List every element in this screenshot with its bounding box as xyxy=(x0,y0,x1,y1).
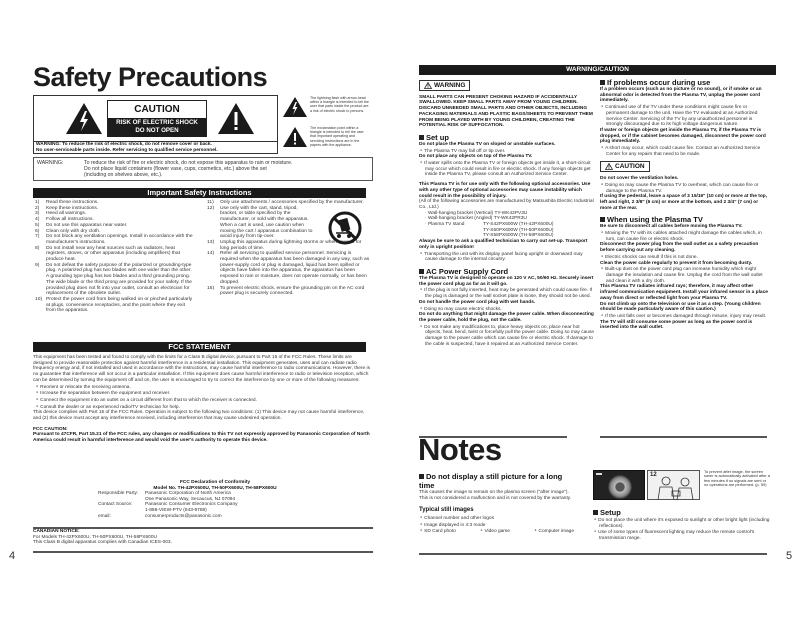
safety-item: 6) Clean only with dry cloth. xyxy=(35,228,101,234)
caution-heading: CAUTION xyxy=(134,104,180,115)
typical-image-item: ● Channel number and other logos xyxy=(419,515,574,522)
people-illustration-icon xyxy=(648,471,701,501)
setup-heading: Set up xyxy=(419,133,595,142)
typical-image-item: ● Video game xyxy=(479,528,510,535)
important-safety-heading: Important Safety Instructions xyxy=(33,188,366,198)
screensaver-note: To prevent after image, the screen saver is automatically activated after a few minutes if no signals are sent or no operations are performed. (p. 59) xyxy=(704,469,770,488)
page-number: 5 xyxy=(786,550,793,562)
page-title: Safety Precautions xyxy=(33,62,268,92)
still-picture-heading: Do not display a still picture for a long time xyxy=(419,472,563,490)
fcc-body xyxy=(33,355,371,444)
typical-image-item: ● Image displayed in 4:3 mode xyxy=(419,522,574,529)
divider xyxy=(600,436,767,438)
fcc-measure: ● Connect the equipment into an outlet on a circuit different from that to which the receiver is connected. xyxy=(33,397,371,404)
caution-label-block xyxy=(107,100,207,137)
declaration-row: email: consumerproducts@panasonic.com xyxy=(98,513,222,519)
sunflower-screen-thumbnail xyxy=(593,470,645,500)
canadian-heading: CANADIAN NOTICE: xyxy=(33,529,80,534)
divider xyxy=(33,551,373,553)
cart-tipover-icon xyxy=(328,211,362,245)
safety-item: 13) Unplug this apparatus during lightning storms or when unused for long periods of time. xyxy=(207,239,362,251)
bullet-note: ● If the plug is not fully inserted, heat may be generated which could cause fire. If the plug is damaged or the wall socket plate is loose, they should not be used. xyxy=(419,287,595,299)
fcc-caution-text: Pursuant to 47CFR, Part 15.21 of the FCC rules, any changes or modifications to this TV not expressly approved by Panasonic Corporation of North America could result in harmful interference and would void the user's authority to operate this device. xyxy=(33,432,370,444)
warning-line-2: Do not place liquid containers (flower vase, cups, cosmetics, etc.) above the set xyxy=(84,166,267,173)
using-heading: When using the Plasma TV xyxy=(600,215,770,224)
typical-image-item: ● SD Card photo xyxy=(419,528,456,535)
caution-warning-text xyxy=(36,142,218,154)
safety-item: 1) Read these instructions. xyxy=(35,200,99,205)
notes-title: Notes xyxy=(418,432,502,467)
safety-item: 4) Follow all instructions. xyxy=(35,217,94,223)
safety-item: 12) Use only with the cart, stand, tripod, bracket, or table specified by the manufacturer, or sold with the apparatus. When a cart is used, use caution when moving the cart / apparatus combination to avoid injury from tip-over. xyxy=(207,205,313,240)
fcc-measure: ● Consult the dealer or an experienced radio/TV technician for help. xyxy=(33,404,371,411)
warning-tag: WARNING xyxy=(419,80,470,91)
warning-text xyxy=(84,160,369,179)
safety-item: 8) Do not install near any heat sources such as radiators, heat registers, stoves, or other apparatus (including amplifiers) that produce heat. xyxy=(35,245,181,263)
bullet-note: ● Doing so may cause electric shocks. xyxy=(419,306,595,313)
risk-of-shock-banner xyxy=(108,118,206,137)
declaration-title: FCC Declaration of Conformity xyxy=(179,480,251,485)
fcc-declaration xyxy=(100,480,330,519)
warning-line-3: (including on shelves above, etc.). xyxy=(84,172,163,179)
warning-line-1: To reduce the risk of fire or electric shock, do not expose this apparatus to rain or moisture. xyxy=(84,160,293,166)
accessory-list: · Wall-hanging bracket (Vertical) TY-WK42PV3U · Wall-hanging bracket (Angled) TY-WK42PR3U · Plasma TV stand TY-S42PX600W (TH-42PX600U) TY-S50PX600W (TH-50PX600U) TY-S58PX600W (TH-58PX600U) xyxy=(425,210,554,239)
lightning-warning-icon xyxy=(66,103,102,134)
problems-heading: If problems occur during use xyxy=(600,78,770,87)
safety-item: 5) Do not use this apparatus near water. xyxy=(35,222,128,228)
bullet-note: ● Continued use of the TV under these conditions might cause fire or permanent damage to the unit. Have the TV evaluated at an Authorized Service Center. Servicing of the TV by any unauthorized personnel is strongly discouraged due to its high voltage dangerous nature. xyxy=(600,104,770,128)
risk-line-2: DO NOT OPEN xyxy=(135,127,179,134)
safety-item: 2) Keep these instructions. xyxy=(35,205,99,211)
safety-item: 10) Protect the power cord from being walked on or pinched particularly at plugs, convenience receptacles, and the point where they exit from the apparatus. xyxy=(35,296,193,314)
right-column-2: If problems occur during use If a problem occurs (such as no picture or no sound), or if smoke or an abnormal odor is detected from the Plasma TV, unplug the power cord immediately. ● Continued use of the TV under these conditions might cause fire or permanent damage to the unit. Have the TV evaluated at an Authorized Service Center. Servicing of the TV by any unauthorized personnel is strongly discouraged due to its high voltage dangerous nature. If water or foreign objects get inside the Plasma TV, if the Plasma TV is dropped, or if the cabinet becomes damaged, disconnect the power cord plug immediately. ● A short may occur, which could cause fire. Contact an Authorized Service Center for any repairs that need to be made. CAUTION Do not cover the ventilation holes. ● Doing so may cause the Plasma TV to overheat, which can cause fire or damage to the Plasma TV. If using the pedestal, leave a space of 3 15/16" (10 cm) or more at the top, left and right, 2 3/8" (6 cm) or more at the bottom, and 2 3/4" (7 cm) or more at the rear. When using the Plasma TV Be sure to disconnect all cables before moving the Plasma TV. ● Moving the TV with its cables attached might damage the cables which, in turn, can cause fire or electric shock. Disconnect the power plug from the wall outlet as a safety precaution before carrying out any cleaning. ● Electric shocks can result if this is not done. Clean the power cable regularly to prevent it from becoming dusty. ● Built-up dust on the power cord plug can increase humidity which might damage the insulation and cause fire. Unplug the cord from the wall outlet and clean it with a dry cloth. This Plasma TV radiates infrared rays; therefore, it may affect other infrared communication equipment. Install your infrared sensor in a place away from direct or reflected light from your Plasma TV. Do not climb up onto the television or use it as a step. (Young children should be made particularly aware of this caution.) ● If the unit falls over or becomes damaged through misuse, injury may result. The TV will still consume some power as long as the power cord is inserted into the wall outlet. xyxy=(600,78,770,331)
canadian-line-1: For Models TH-42PX600U, TH-50PX600U, TH-58PX600U xyxy=(33,534,157,540)
safety-item: 11) Only use attachments / accessories specified by the manufacturer. xyxy=(207,200,364,205)
bullet-note: ● Electric shocks can result if this is not done. xyxy=(600,254,770,261)
fcc-measure: ● Increase the separation between the equipment and receiver. xyxy=(33,390,371,397)
notes-still-picture: Do not display a still picture for a long time This causes the image to remain on the plasma screen ("after image"). This is not considered a malfunction and is not covered by the warranty. Typical still images ● Channel number and other logos ● Image displayed in 4:3 mode ● SD Card photo ● Video game ● Computer image xyxy=(419,472,574,535)
declaration-email[interactable]: consumerproducts@panasonic.com xyxy=(145,513,222,519)
notes-setup-heading: Setup xyxy=(593,508,771,517)
bullet-note: ● Doing so may cause the Plasma TV to overheat, which can cause fire or damage to the Plasma TV. xyxy=(600,182,770,194)
lightning-symbol-note: The lightning flash with arrow-head within a triangle is intended to tell the user that parts inside the product are a risk of electric shock to persons. xyxy=(310,96,369,113)
bullet-note: ● If water spills onto the Plasma TV or foreign objects get inside it, a short-circuit may occur which could result in fire or electric shock. If any foreign objects get inside the Plasma TV, please consult an Authorized Service Center. xyxy=(419,160,595,178)
page-number: 4 xyxy=(9,550,16,562)
choking-hazard-text: SMALL PARTS CAN PRESENT CHOKING HAZARD IF ACCIDENTALLY SWALLOWED. KEEP SMALL PARTS AWAY FROM YOUNG CHILDREN. DISCARD UNNEEDED SMALL PARTS AND OTHER OBJECTS, INCLUDING PACKAGING MATERIALS AND PLASTIC BAGS/SHEETS TO PREVENT THEM FROM BEING PLAYED WITH BY YOUNG CHILDREN, CREATING THE POTENTIAL RISK OF SUFFOCATION. xyxy=(419,94,593,129)
channel-number: 12 xyxy=(650,472,657,478)
caution-warning-line-1: WARNING: To reduce the risk of electric shock, do not remove cover or back. xyxy=(36,142,212,147)
caution-box xyxy=(33,95,278,154)
safety-item: 9) Do not defeat the safety purpose of the polarized or grounding-type plug. A polarized plug has two blades with one wider than the other. A grounding type plug has two blades and a third grounding prong. The wide blade or the third prong are provided for your safety. If the provided plug does not fit into your outlet, consult an electrician for replacement of the obsolete outlet. xyxy=(35,262,192,297)
fcc-statement-heading: FCC STATEMENT xyxy=(33,342,366,352)
exclamation-symbol-note: The exclamation point within a triangle is intended to tell the user that important operating and servicing instructions are in the papers with the appliance. xyxy=(310,126,364,147)
ac-power-heading: AC Power Supply Cord xyxy=(419,267,595,276)
warning-label: WARNING: xyxy=(37,160,64,166)
fcc-caution-heading: FCC CAUTION: xyxy=(33,426,68,432)
fcc-measure: ● Reorient or relocate the receiving antenna. xyxy=(33,384,371,391)
declaration-models: Model No. TH-42PX600U, TH-50PX600U, TH-58PX600U xyxy=(153,485,277,491)
canadian-notice xyxy=(33,529,373,546)
warning-box xyxy=(33,157,373,181)
exclamation-symbol-icon xyxy=(283,127,307,147)
lightning-symbol-icon xyxy=(283,97,307,117)
bullet-note: ● Do not make any modifications to, place heavy objects on, place near hot objects, heat, bend, twist or forcefully pull the power cable. Doing so may cause damage to the power cable which can cause fire or electric shock. If damage to the cable is suspected, have it repaired at an Authorized Service Center. xyxy=(419,324,595,348)
safety-item: 14) Refer all servicing to qualified service personnel. Servicing is required when the apparatus has been damaged in any way, such as power-supply cord or plug is damaged, liquid has been spilled or objects have fallen into the apparatus, the apparatus has been exposed to rain or moisture, does not operate normally, or has been dropped. xyxy=(207,251,370,285)
safety-item: 7) Do not block any ventilation openings. Install in accordance with the manufacturer's instructions. xyxy=(35,234,193,245)
typical-image-item: ● Computer image xyxy=(533,528,574,535)
right-page xyxy=(400,0,800,618)
safety-item: 3) Heed all warnings. xyxy=(35,211,87,217)
safety-item: 15) To prevent electric shock, ensure the grounding pin on the AC cord power plug is securely connected. xyxy=(207,285,365,297)
caution-tag: CAUTION xyxy=(600,161,650,172)
notes-setup xyxy=(593,508,771,541)
bullet-note: ● Built-up dust on the power cord plug can increase humidity which might damage the insulation and cause fire. Unplug the cord from the wall outlet and clean it with a dry cloth. xyxy=(600,266,770,284)
video-game-thumbnail xyxy=(647,470,700,500)
risk-line-1: RISK OF ELECTRIC SHOCK xyxy=(116,119,198,126)
declaration-row: Responsible Party: Panasonic Corporation of North America One Panasonic Way, Secaucus, NJ 07094 xyxy=(98,491,236,502)
right-column-1: WARNING SMALL PARTS CAN PRESENT CHOKING HAZARD IF ACCIDENTALLY SWALLOWED. KEEP SMALL PARTS AWAY FROM YOUNG CHILDREN. DISCARD UNNEEDED SMALL PARTS AND OTHER OBJECTS, INCLUDING PACKAGING MATERIALS AND PLASTIC BAGS/SHEETS TO PREVENT THEM FROM BEING PLAYED WITH BY YOUNG CHILDREN, CREATING THE POTENTIAL RISK OF SUFFOCATION. Set up Do not place the Plasma TV on sloped or unstable surfaces. ● The Plasma TV may fall off or tip over. Do not place any objects on top of the Plasma TV. ● If water spills onto the Plasma TV or foreign objects get inside it, a short-circuit may occur which could result in fire or electric shock. If any foreign objects get inside the Plasma TV, please consult an Authorized Service Center. This Plasma TV is for use only with the following optional accessories. Use with any other type of optional accessories may cause instability which could result in the possibility of injury. (All of the following accessories are manufactured by Matsushita Electric Industrial Co., Ltd.) · Wall-hanging bracket (Vertical) TY-WK42PV3U · Wall-hanging bracket (Angled) TY-WK42PR3U · Plasma TV stand TY-S42PX600W (TH-42PX600U) TY-S50PX600W (TH-50PX600U) TY-S58PX600W (TH-58PX600U) Always be sure to ask a qualified technician to carry out set-up. Transport only in upright position! ● Transporting the unit with its display panel facing upright or downward may cause damage to the internal circuitry. AC Power Supply Cord The Plasma TV is designed to operate on 120 V AC, 50/60 Hz. Securely insert the power cord plug as far as it will go. ● If the plug is not fully inserted, heat may be generated which could cause fire. If the plug is damaged or the wall socket plate is loose, they should not be used. Do not handle the power cord plug with wet hands. ● Doing so may cause electric shocks. Do not do anything that might damage the power cable. When disconnecting the power cable, hold the plug, not the cable. ● Do not make any modifications to, place heavy objects on, place near hot objects, heat, bend, twist or forcefully pull the power cable. Doing so may cause damage to the power cable which can cause fire or electric shock. If damage to the cable is suspected, have it repaired at an Authorized Service Center. xyxy=(419,80,595,347)
fcc-paragraph-2: This device complies with Part 15 of the FCC Rules. Operation is subject to the following two conditions: (1) This device may not cause harmful interference, and (2) this device must accept any interference received, including interference that may cause undesired operation. xyxy=(33,410,365,422)
bullet-note: ● A short may occur, which could cause fire. Contact an Authorized Service Center for any repairs that need to be made. xyxy=(600,145,770,157)
typical-images-heading: Typical still images xyxy=(419,507,474,514)
warning-caution-banner: WARNING/CAUTION xyxy=(419,65,776,75)
divider xyxy=(419,553,767,555)
setup-note-item: ● Use of some types of fluorescent lighting may reduce the remote control's transmission range. xyxy=(593,529,771,541)
setup-note-item: ● Do not place the unit where it's exposed to sunlight or other bright light (including reflections). xyxy=(593,517,771,529)
warning-triangle-icon xyxy=(424,82,432,89)
bullet-note: ● If the unit falls over or becomes damaged through misuse, injury may result. xyxy=(600,313,770,320)
caution-triangle-icon xyxy=(605,163,613,170)
canadian-line-2: This Class B digital apparatus complies with Canadian ICES-003. xyxy=(33,540,172,546)
caution-warning-line-2: No user-serviceable parts inside. Refer servicing to qualified service personnel. xyxy=(36,147,218,153)
bullet-note: ● Moving the TV with its cables attached might damage the cables which, in turn, can cause fire or electric shock. xyxy=(600,230,770,242)
safety-list-left xyxy=(35,200,195,314)
fcc-paragraph-1: This equipment has been tested and found to comply with the limits for a Class B digital device, pursuant to Part 15 of the FCC Rules. These limits are designed to provide reasonable protection against harmful interference in a residential installation. This equipment generates, uses and can radiate radio frequency energy and, if not installed and used in accordance with the instructions, may cause harmful interference to radio communications. However, there is no guarantee that interference will not occur in a particular installation. If this equipment does cause harmful interference to radio or television reception, which can be determined by turning the equipment off and on, the user is encouraged to try to correct the interference by one or more of the following measures: xyxy=(33,355,371,383)
bullet-note: ● Transporting the unit with its display panel facing upright or downward may cause damage to the internal circuitry. xyxy=(419,251,595,263)
declaration-row: Contact Source: Panasonic Consumer Electronics Company 1-888-VIEW-PTV (843-9788) xyxy=(98,502,238,513)
bullet-note: ● The Plasma TV may fall off or tip over. xyxy=(419,148,595,155)
exclamation-warning-icon xyxy=(218,103,254,134)
